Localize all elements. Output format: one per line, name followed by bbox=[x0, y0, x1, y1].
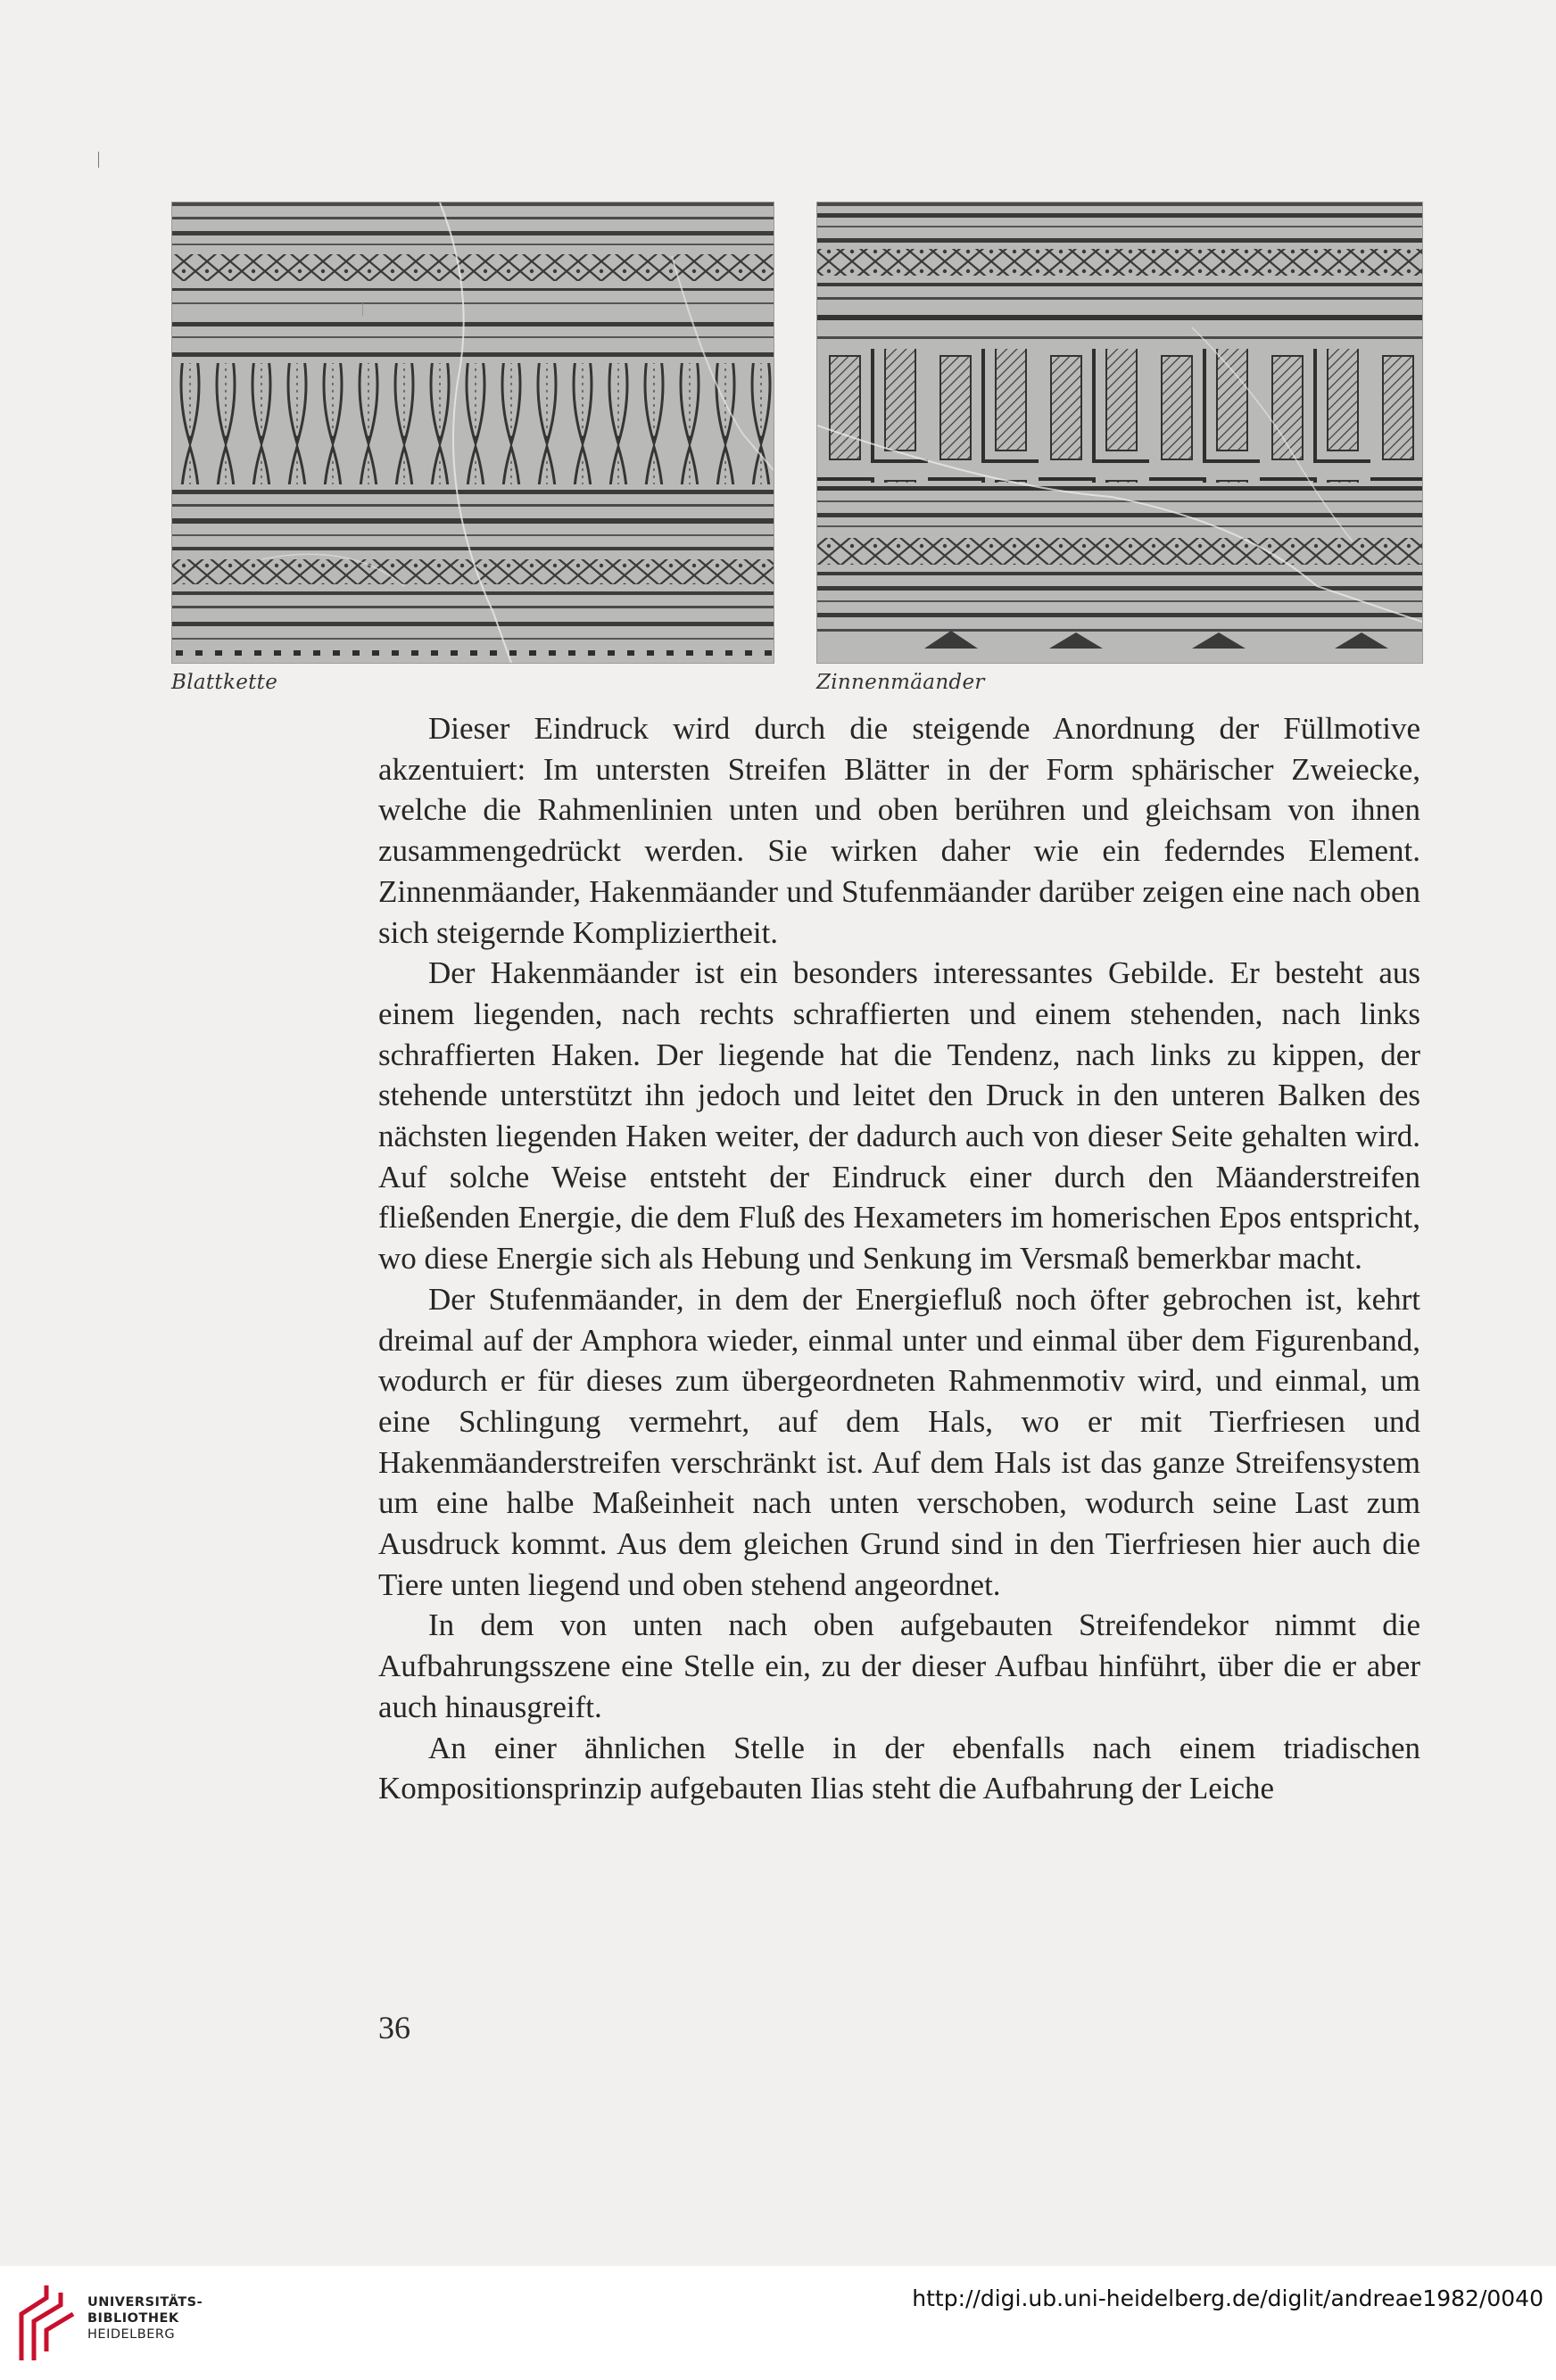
paragraph: In dem von unten nach oben aufgebauten Streifendekor nimmt die Aufbahrungsszene eine Stelle ein, zu der dieser Aufbau hinführt, über die er aber auch hinausgreift. bbox=[378, 1607, 1420, 1724]
library-logo-icon bbox=[16, 2280, 79, 2366]
source-url-link[interactable]: http://digi.ub.uni-heidelberg.de/diglit/andreae1982/0040 bbox=[912, 2285, 1544, 2311]
page-number: 36 bbox=[378, 2010, 410, 2045]
paragraph: An einer ähnlichen Stelle in der ebenfalls nach einem triadischen Kompositionsprinzip aufgebauten Ilias steht die Aufbahrung der Leiche bbox=[378, 1730, 1420, 1806]
body-text bbox=[378, 708, 1420, 1809]
scan-mark bbox=[362, 303, 363, 316]
digitization-footer bbox=[0, 2266, 1556, 2380]
photo-battlement-meander bbox=[816, 202, 1423, 664]
paragraph: Der Hakenmäander ist ein besonders interessantes Gebilde. Er besteht aus einem liegenden, nach rechts schraffierten und einem stehenden, nach links schraffierten Haken. Der liegende hat die Tendenz, nach links zu kippen, der stehende unterstützt ihn jedoch und leitet den Druck in den unteren Balken des nächsten liegenden Haken weiter, der dadurch auch von dieser Seite gehalten wird. Auf solche Weise entsteht der Eindruck einer durch den Mäanderstreifen fließenden Energie, die dem Fluß des Hexameters im homerischen Epos entspricht, wo diese Energie sich als Hebung und Senkung im Versmaß bemerkbar macht. bbox=[378, 955, 1420, 1277]
library-name-line: UNIVERSITÄTS- bbox=[87, 2295, 203, 2310]
library-name-line: HEIDELBERG bbox=[87, 2327, 176, 2342]
photo-leaf-chain bbox=[171, 202, 774, 664]
paragraph: Der Stufenmäander, in dem der Energiefluß noch öfter gebrochen ist, kehrt dreimal auf der Amphora wieder, einmal unter und einmal über dem Figurenband, wodurch er für dieses zum übergeordneten Rahmenmotiv wird, und einmal, um eine Schlingung vermehrt, auf dem Hals, wo er mit Tierfriesen und Hakenmäanderstreifen verschränkt ist. Auf dem Hals ist das ganze Streifensystem um eine halbe Maßeinheit nach unten verschoben, wodurch seine Last zum Ausdruck kommt. Aus dem gleichen Grund sind in den Tierfriesen hier auch die Tiere unten liegend und oben stehend angeordnet. bbox=[378, 1281, 1420, 1602]
figure-caption: Blattkette bbox=[171, 671, 278, 694]
scan-mark bbox=[98, 152, 99, 168]
library-name-line: BIBLIOTHEK bbox=[87, 2311, 179, 2326]
figure-caption: Zinnenmäander bbox=[816, 671, 985, 694]
library-name bbox=[87, 2294, 203, 2343]
paragraph: Dieser Eindruck wird durch die steigende Anordnung der Füllmotive akzentuiert: Im untersten Streifen Blätter in der Form sphärischer Zweiecke, welche die Rahmenlinien unten und oben berühren und gleichsam von ihnen zusammengedrückt werden. Sie wirken daher wie ein federndes Element. Zinnenmäander, Hakenmäander und Stufenmäander darüber zeigen eine nach oben sich steigernde Kompliziertheit. bbox=[378, 711, 1420, 950]
